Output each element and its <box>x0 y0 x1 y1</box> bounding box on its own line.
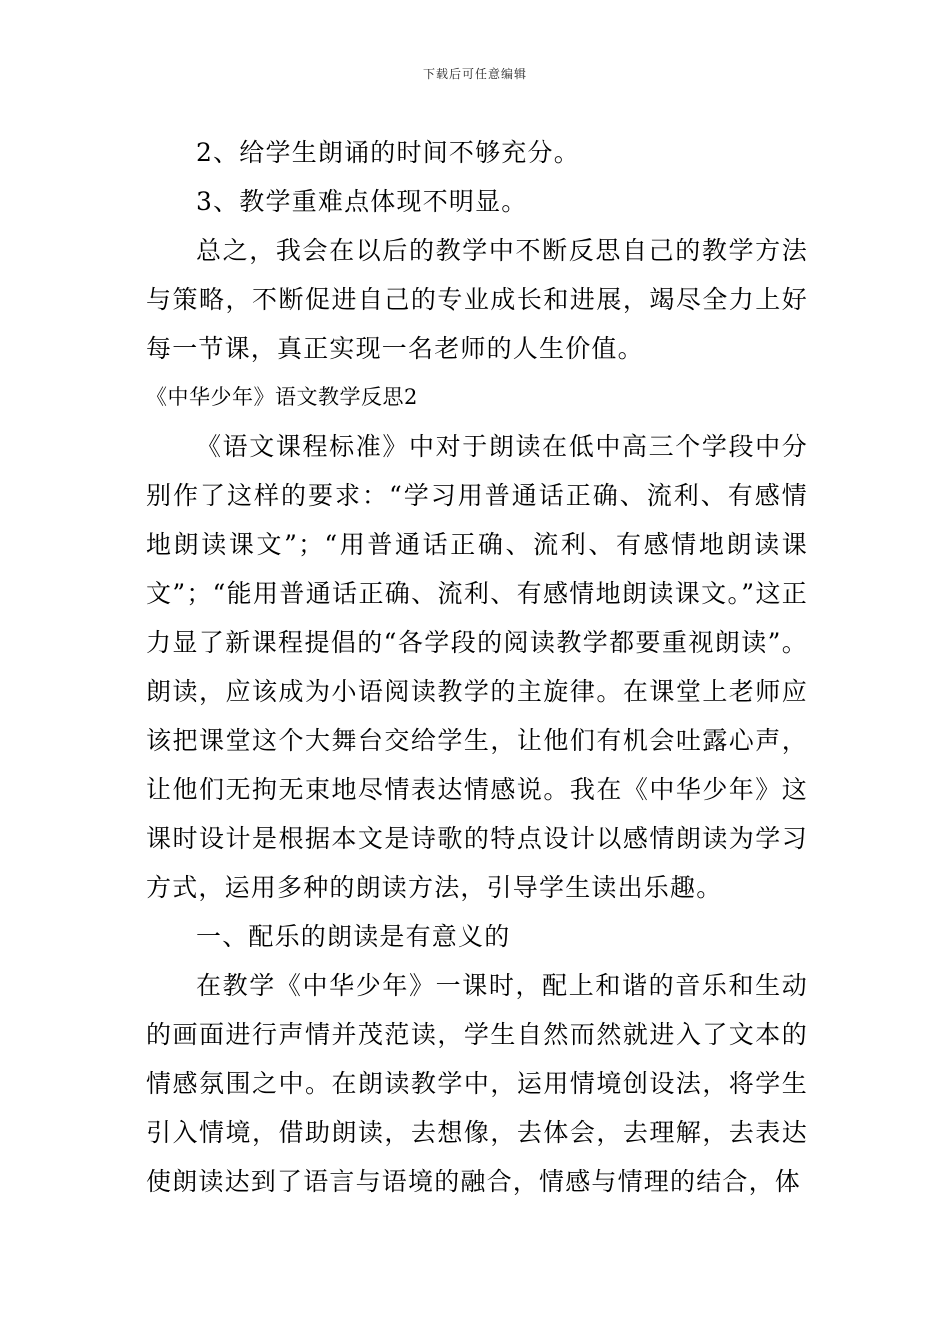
body-paragraph-1: 《语文课程标准》中对于朗读在低中高三个学段中分别作了这样的要求：“学习用普通话正确、流利、有感情地朗读课文”；“用普通话正确、流利、有感情地朗读课文”；“能用普通话正确、流利、有感情地朗读课文。”这正力显了新课程提倡的“各学段的阅读教学都要重视朗读”。朗读，应该成为小语阅读教学的主旋律。在课堂上老师应该把课堂这个大舞台交给学生，让他们有机会吐露心声，让他们无拘无束地尽情表达情感说。我在《中华少年》这课时设计是根据本文是诗歌的特点设计以感情朗读为学习方式，运用多种的朗读方法，引导学生读出乐趣。 <box>146 432 808 902</box>
conclusion-paragraph: 总之，我会在以后的教学中不断反思自己的教学方法与策略，不断促进自己的专业成长和进展，竭尽全力上好每一节课，真正实现一名老师的人生价值。 <box>146 236 808 363</box>
section-title: 《中华少年》语文教学反思2 <box>146 385 418 409</box>
list-item-2: 2、给学生朗诵的时间不够充分。 <box>196 138 580 167</box>
subheading-1: 一、配乐的朗读是有意义的 <box>196 922 511 951</box>
page-header: 下载后可任意编辑 <box>422 67 527 81</box>
body-paragraph-2: 在教学《中华少年》一课时，配上和谐的音乐和生动的画面进行声情并茂范读，学生自然而然就进入了文本的情感氛围之中。在朗读教学中，运用情境创设法，将学生引入情境，借助朗读，去想像，去体会，去理解，去表达使朗读达到了语言与语境的融合，情感与情理的结合，体 <box>146 971 808 1196</box>
document-body <box>146 128 808 1206</box>
list-item-3: 3、教学重难点体现不明显。 <box>196 187 528 216</box>
